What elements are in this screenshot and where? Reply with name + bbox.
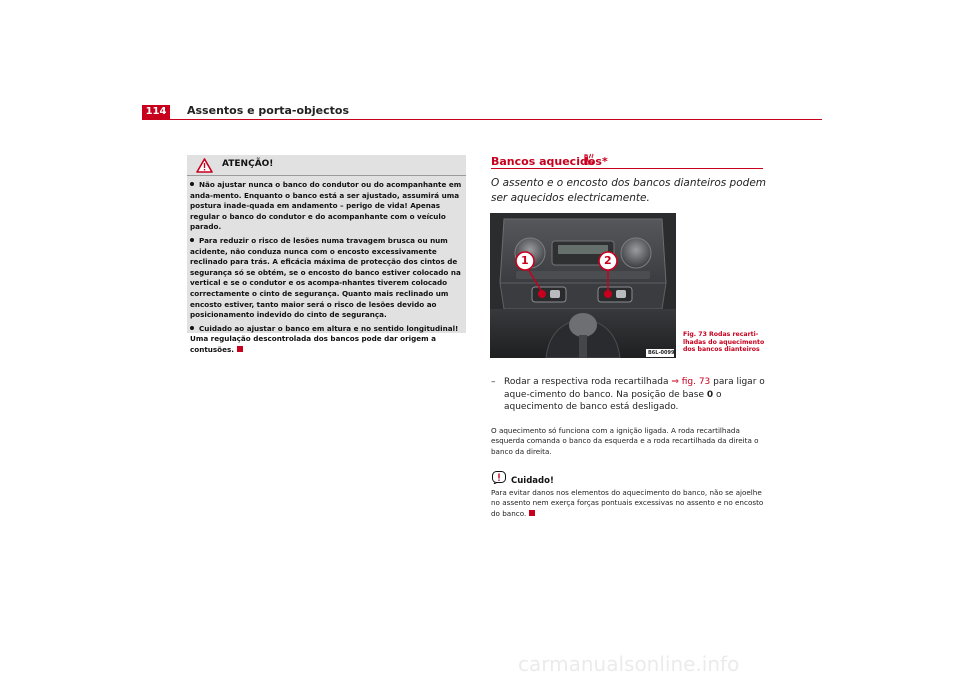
- warning-item: [190, 180, 464, 233]
- section-intro: O assento e o encosto dos bancos dianteiros podem ser aquecidos electricamente.: [491, 177, 767, 204]
- note-paragraph: O aquecimento só funciona com a ignição ligada. A roda recartilhada esquerda comanda o banco da esquerda e a roda recartilhada da direita o banco da direita.: [491, 426, 759, 456]
- callout-label-2: 2: [604, 254, 612, 267]
- end-of-section-icon: [237, 346, 243, 352]
- section-title: Bancos aquecidos*: [491, 155, 608, 168]
- figure-dashboard-photo: [490, 213, 676, 358]
- step-text-part: para ligar o aque-cimento do banco. Na posição de base: [504, 377, 765, 400]
- figure-illustration: [490, 213, 676, 358]
- warning-item: [190, 236, 464, 321]
- step-text: [504, 376, 766, 414]
- section-rule: [491, 168, 763, 169]
- page-number: 114: [142, 105, 170, 119]
- running-header-title: Assentos e porta-objectos: [187, 104, 350, 117]
- instruction-step: [491, 376, 766, 414]
- warning-item-text: Para reduzir o risco de lesões numa travagem brusca ou num acidente, não conduza nunca com o encosto excessivamente reclinado para trás. A eficácia máxima de protecção dos cintos de segurança só se obtém, se o encosto do banco estiver colocado na vertical e se o condutor e os acompa-nhantes tiverem colocado correctamente o cinto de segurança. Quanto mais reclinado um encosto estiver, tanto maior será o risco de lesões devido ao posicionamento indevido do cinto de segurança.: [190, 235, 461, 320]
- caution-text: Para evitar danos nos elementos do aquecimento do banco, não se ajoelhe no assento nem exerça forças pontuais excessivas no assento e no encosto do banco.: [491, 488, 764, 518]
- end-of-section-icon: [529, 510, 535, 516]
- step-text-part: Rodar a respectiva roda recartilhada: [504, 377, 672, 387]
- caution-body: [491, 488, 769, 519]
- heated-seat-icon: [582, 152, 596, 166]
- bullet-icon: [190, 326, 194, 330]
- warning-item-text: Cuidado ao ajustar o banco em altura e no sentido longitudinal! Uma regulação descontrolada dos bancos pode dar origem a contusões.: [190, 323, 459, 354]
- figure-reference-link[interactable]: ⇒ fig. 73: [671, 377, 711, 387]
- warning-body: [190, 180, 464, 359]
- step-dash: –: [491, 377, 496, 387]
- bullet-icon: [190, 182, 194, 186]
- bullet-icon: [190, 238, 194, 242]
- caution-title: Cuidado!: [511, 476, 554, 486]
- watermark: carmanualsonline.info: [518, 652, 740, 676]
- warning-box: [187, 155, 466, 354]
- header-rule: [142, 119, 822, 120]
- warning-title: ATENÇÃO!: [222, 159, 274, 169]
- callout-label-1: 1: [521, 254, 529, 267]
- step-bold-value: 0: [706, 389, 714, 400]
- figure-code: B6L-0099: [648, 350, 675, 356]
- figure-caption: Fig. 73 Rodas recarti-lhadas do aquecimento dos bancos dianteiros: [683, 331, 765, 353]
- step-text-part: o aquecimento de banco está desligado.: [504, 389, 722, 413]
- caution-icon: [492, 471, 506, 484]
- warning-item-text: Não ajustar nunca o banco do condutor ou do acompanhante em anda-mento. Enquanto o banco está a ser ajustado, assumirá uma postura inade-quada em andamento – perigo de vida! Apenas regular o banco do condutor e do acompanhante com o veículo parado.: [190, 180, 462, 232]
- warning-triangle-icon: [196, 158, 213, 173]
- warning-header: [187, 155, 466, 176]
- warning-item: [190, 324, 464, 356]
